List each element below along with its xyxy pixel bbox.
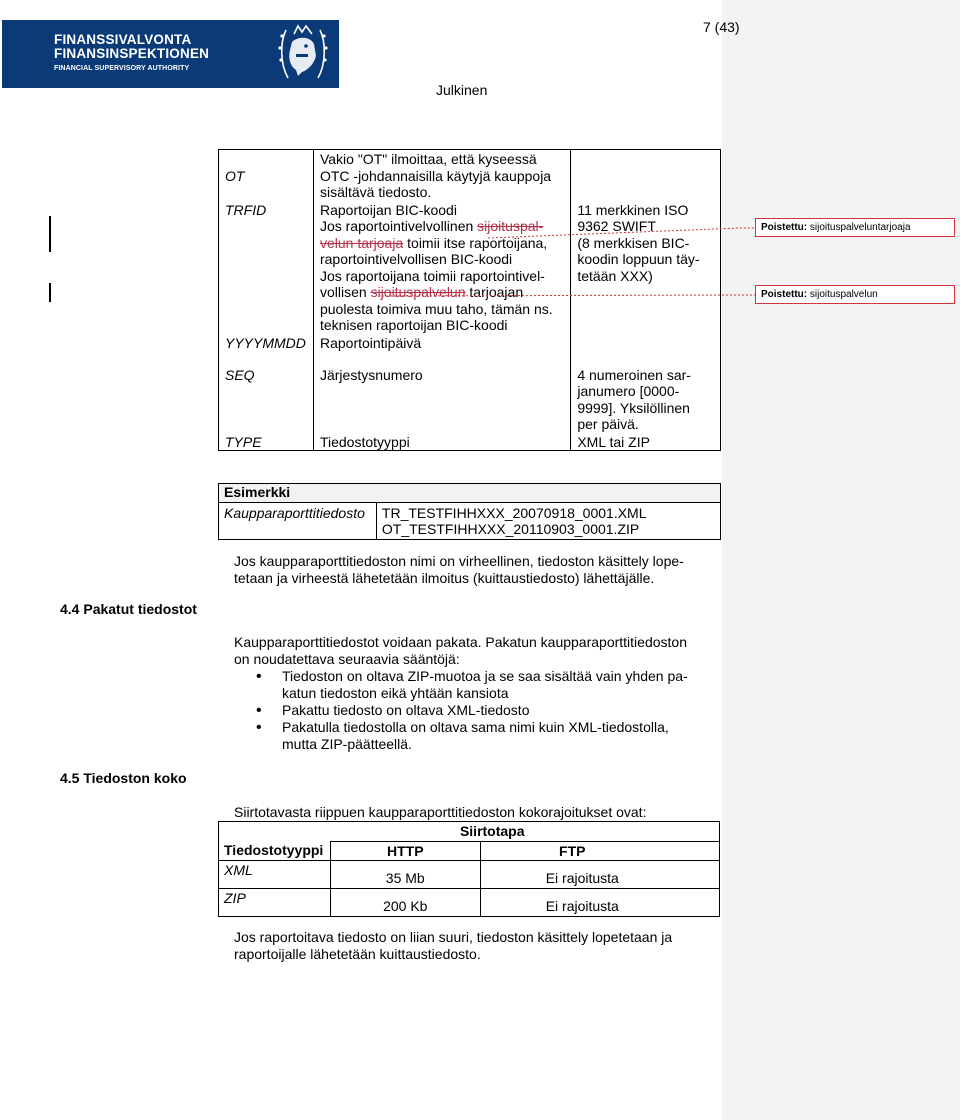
desc-line: Raportoijan BIC-koodi xyxy=(319,201,457,218)
desc-line: teknisen raportoijan BIC-koodi xyxy=(319,317,508,333)
table-row xyxy=(219,822,720,842)
comment-connectors xyxy=(0,0,960,320)
file-type-cell: XML xyxy=(219,861,331,889)
list-item xyxy=(234,668,714,702)
http-limit-cell: 35 Mb xyxy=(330,861,480,889)
bullet-line: • Tiedoston on oltava ZIP-muotoa ja se saa sisältää vain yhden pa- xyxy=(282,668,688,684)
desc-text: Jos raportointivelvollinen xyxy=(319,218,478,234)
desc-line: Vakio "OT" ilmoittaa, että kyseessä xyxy=(319,151,537,167)
table-row xyxy=(219,334,721,366)
field-format xyxy=(571,366,721,433)
col-header-http: HTTP xyxy=(330,841,480,861)
field-key: YYYYMMDD xyxy=(219,334,314,366)
col-header-type: Tiedostotyyppi xyxy=(219,841,331,861)
size-intro-paragraph: Siirtotavasta riippuen kaupparaporttitiedoston kokorajoitukset ovat: xyxy=(234,804,647,820)
http-limit-cell: 200 Kb xyxy=(330,889,480,917)
desc-line: Järjestysnumero xyxy=(319,366,423,383)
example-label: Kaupparaporttitiedosto xyxy=(219,502,377,539)
bullet-line: • Pakattu tiedosto on oltava XML-tiedosto xyxy=(282,702,530,718)
example-values xyxy=(376,502,720,539)
field-key: SEQ xyxy=(219,366,314,433)
field-key: TYPE xyxy=(219,433,314,451)
ftp-limit-cell: Ei rajoitusta xyxy=(480,861,719,889)
field-format xyxy=(571,433,721,451)
desc-line: Jos raportoijana toimii raportointivel- xyxy=(319,267,545,284)
field-desc xyxy=(313,366,570,433)
desc-line: raportointivelvollisen BIC-koodi xyxy=(319,251,513,267)
table-row xyxy=(219,502,721,539)
list-item xyxy=(234,719,714,753)
format-line: 9999]. Yksilöllinen xyxy=(577,399,690,416)
file-type-cell: ZIP xyxy=(219,889,331,917)
logo-line1: FINANSSIVALVONTA xyxy=(54,32,192,47)
section-heading-4-4: 4.4 Pakatut tiedostot xyxy=(60,601,197,617)
desc-line: Tiedostotyyppi xyxy=(319,433,410,450)
logo-line3: FINANCIAL SUPERVISORY AUTHORITY xyxy=(54,65,190,72)
comment-text: sijoituspalvelun xyxy=(809,289,878,300)
example-header: Esimerkki xyxy=(224,484,291,500)
format-line: 11 merkkinen ISO xyxy=(577,201,689,218)
section-heading-4-5: 4.5 Tiedoston koko xyxy=(60,770,187,786)
example-filename: TR_TESTFIHHXXX_20070918_0001.XML xyxy=(381,504,647,521)
para-line: Jos raportoitava tiedosto on liian suuri, tiedoston käsittely lopetetaan ja xyxy=(234,929,673,945)
para-line: Kaupparaporttitiedostot voidaan pakata. Pakatun kaupparaporttitiedoston xyxy=(234,634,687,650)
format-line: tetään XXX) xyxy=(577,267,653,284)
deleted-text: sijoituspal- xyxy=(477,218,544,234)
ftp-limit-cell: Ei rajoitusta xyxy=(480,889,719,917)
example-table xyxy=(218,483,721,540)
desc-text: tarjoajan xyxy=(465,284,524,300)
format-line: 4 numeroinen sar- xyxy=(577,366,691,383)
col-header-ftp: FTP xyxy=(480,841,719,861)
para-line: Jos kaupparaporttitiedoston nimi on virheellinen, tiedoston käsittely lope- xyxy=(234,553,684,569)
desc-line: Raportointipäivä xyxy=(319,334,422,351)
format-line: 9362 SWIFT xyxy=(577,218,656,234)
comment-label: Poistettu: xyxy=(761,222,808,233)
bullet-line: katun tiedoston eikä yhtään kansiota xyxy=(282,685,509,701)
packed-files-paragraph xyxy=(234,634,714,668)
bullet-line: • Pakatulla tiedostolla on oltava sama nimi kuin XML-tiedostolla, xyxy=(282,719,669,735)
table-row xyxy=(219,889,720,917)
bullet-line: mutta ZIP-päätteellä. xyxy=(282,736,412,752)
desc-text: toimii itse raportoijana, xyxy=(403,234,548,251)
field-key: OT xyxy=(219,150,314,201)
format-line: per päivä. xyxy=(577,416,639,432)
invalid-name-paragraph xyxy=(234,553,714,587)
format-line: janumero [0000- xyxy=(577,383,680,399)
comment-text: sijoituspalveluntarjoaja xyxy=(809,222,911,233)
list-item xyxy=(234,702,714,719)
format-line: XML tai ZIP xyxy=(577,433,650,450)
desc-line: sisältävä tiedosto. xyxy=(319,184,432,200)
para-line: tetaan ja virheestä lähetetään ilmoitus (kuittaustiedosto) lähettäjälle. xyxy=(234,570,655,586)
empty-cell xyxy=(219,822,331,842)
field-desc xyxy=(313,433,570,451)
table-row xyxy=(219,484,721,503)
field-key: TRFID xyxy=(219,201,314,334)
transfer-method-header: Siirtotapa xyxy=(330,822,719,842)
table-row xyxy=(219,861,720,889)
packing-rules-list xyxy=(234,668,714,753)
too-large-paragraph xyxy=(234,929,714,963)
table-row xyxy=(219,366,721,433)
format-line: (8 merkkisen BIC- xyxy=(577,234,690,251)
format-line: koodin loppuun täy- xyxy=(577,251,700,267)
para-line: raportoijalle lähetetään kuittaustiedosto. xyxy=(234,946,481,962)
table-row xyxy=(219,433,721,451)
field-desc xyxy=(313,334,570,366)
desc-line: OTC -johdannaisilla käytyjä kauppoja xyxy=(319,167,552,184)
logo-line2: FINANSINSPEKTIONEN xyxy=(54,46,210,61)
size-limits-table xyxy=(218,821,720,917)
page-number: 7 (43) xyxy=(703,19,740,35)
para-line: on noudatettava seuraavia sääntöjä: xyxy=(234,651,460,667)
table-row xyxy=(219,841,720,861)
desc-text: vollisen xyxy=(319,284,371,300)
desc-line: puolesta toimiva muu taho, tämän ns. xyxy=(319,300,553,317)
example-filename: OT_TESTFIHHXXX_20110903_0001.ZIP xyxy=(381,521,640,537)
deleted-text: velun tarjoaja xyxy=(319,234,404,251)
classification-label: Julkinen xyxy=(436,82,488,98)
comment-label: Poistettu: xyxy=(761,289,808,300)
field-format xyxy=(571,334,721,366)
deleted-text: sijoituspalvelun xyxy=(370,284,466,300)
